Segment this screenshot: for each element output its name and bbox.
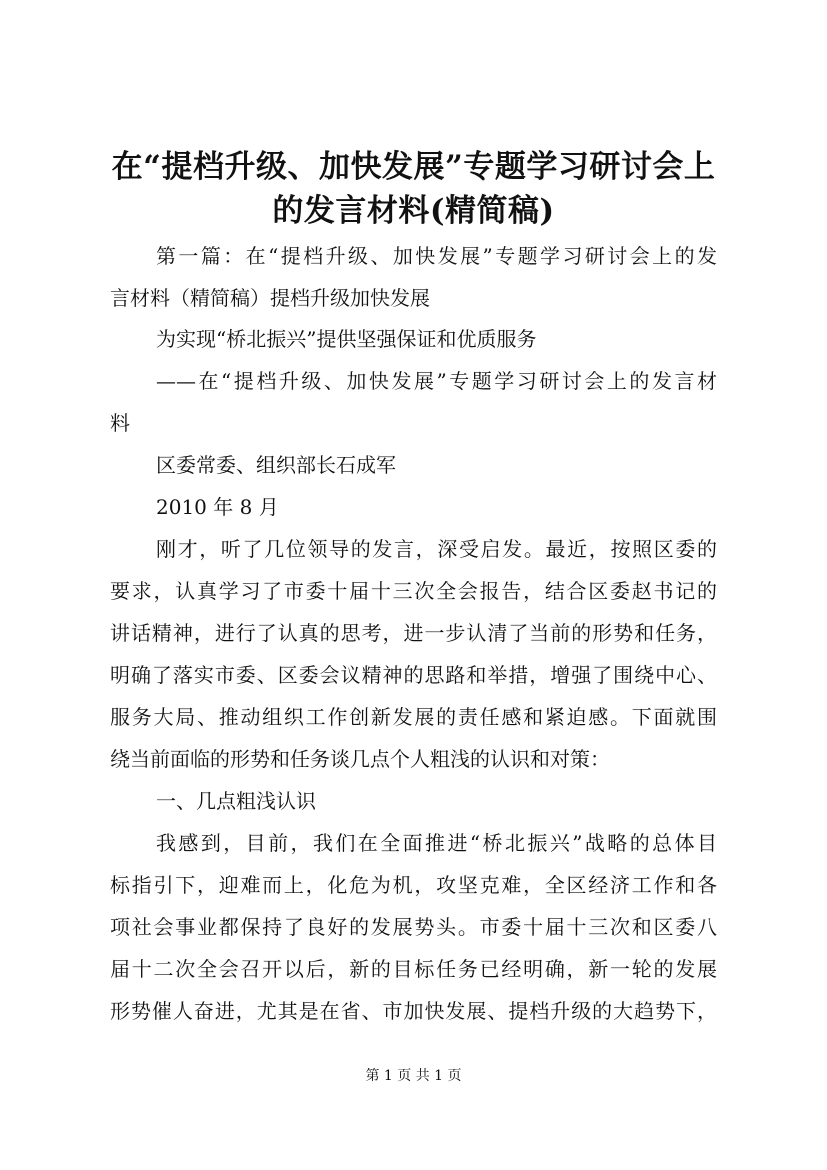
text-line: 届十二次全会召开以后，新的目标任务已经明确，新一轮的发展: [110, 957, 717, 981]
text-line: 刚才，听了几位领导的发言，深受启发。最近，按照区委的: [156, 537, 717, 561]
document-title-line-2: 的发言材料(精简稿): [272, 193, 555, 229]
text-line: 绕当前面临的形势和任务谈几点个人粗浅的认识和对策：: [110, 747, 610, 771]
text-line: 服务大局、推动组织工作创新发展的责任感和紧迫感。下面就围: [110, 705, 717, 729]
section-heading: 一、几点粗浅认识: [156, 789, 316, 813]
text-line: 明确了落实市委、区委会议精神的思路和举措，增强了围绕中心、: [110, 663, 717, 687]
text-line: 料: [110, 411, 130, 435]
page-footer: 第 1 页 共 1 页: [365, 1068, 462, 1084]
text-line: 要求，认真学习了市委十届十三次全会报告，结合区委赵书记的: [110, 579, 717, 603]
text-line: 讲话精神，进行了认真的思考，进一步认清了当前的形势和任务，: [110, 621, 717, 645]
text-line: 区委常委、组织部长石成军: [156, 453, 396, 477]
text-line: 言材料（精简稿）提档升级加快发展: [110, 286, 430, 310]
text-line: 第一篇：在“提档升级、加快发展”专题学习研讨会上的发: [156, 244, 717, 268]
text-line: ——在“提档升级、加快发展”专题学习研讨会上的发言材: [156, 369, 717, 393]
document-title-line-1: 在“提档升级、加快发展”专题学习研讨会上: [111, 149, 716, 185]
text-line: 为实现“桥北振兴”提供坚强保证和优质服务: [156, 327, 537, 351]
text-line: 2010 年 8 月: [156, 495, 279, 519]
text-line: 形势催人奋进，尤其是在省、市加快发展、提档升级的大趋势下，: [110, 999, 717, 1023]
text-line: 项社会事业都保持了良好的发展势头。市委十届十三次和区委八: [110, 915, 717, 939]
text-line: 标指引下，迎难而上，化危为机，攻坚克难，全区经济工作和各: [110, 873, 717, 897]
text-line: 我感到，目前，我们在全面推进“桥北振兴”战略的总体目: [156, 831, 717, 855]
